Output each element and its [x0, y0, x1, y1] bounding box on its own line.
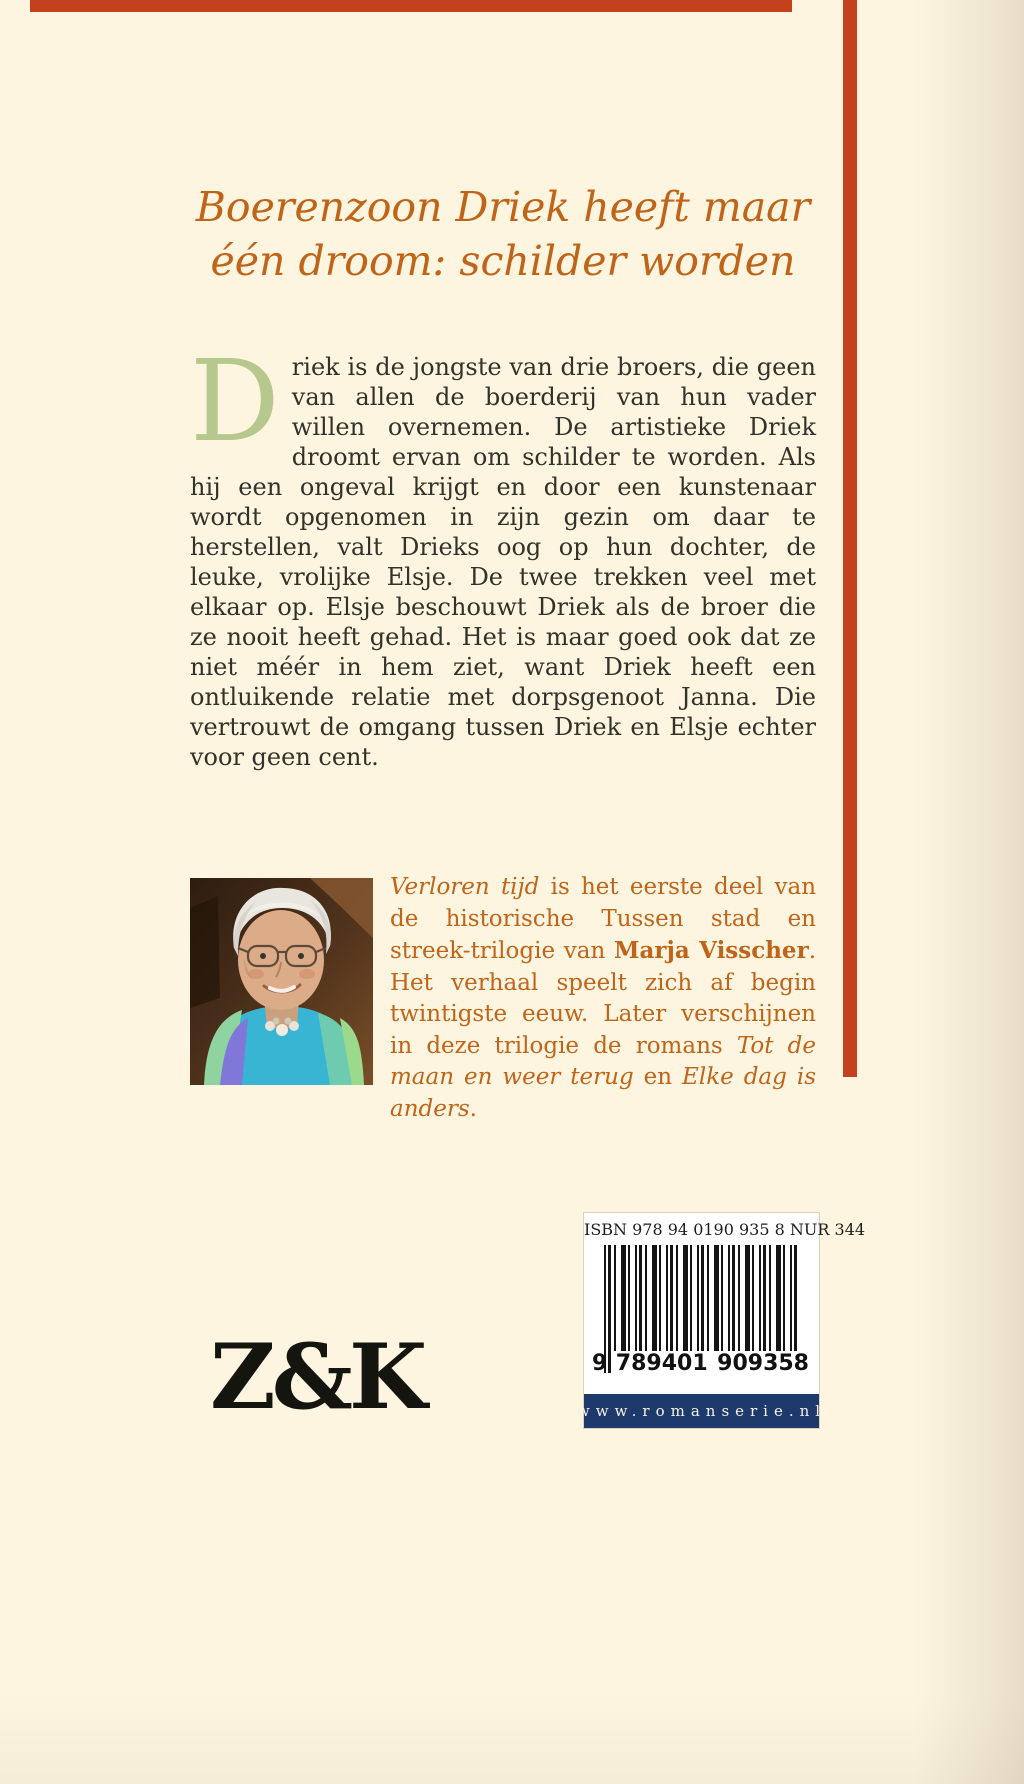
dropcap-letter: D [190, 337, 280, 467]
barcode-digit-group1: 789401 [613, 1351, 711, 1376]
website-url: www.romanserie.nl [576, 1402, 827, 1420]
isbn-number-line: ISBN 978 94 0190 935 8 NUR 344 [584, 1220, 866, 1239]
frame-strip-right [843, 0, 857, 1077]
page-edge-shading-right [914, 0, 1024, 1784]
website-bar [576, 1394, 827, 1428]
tagline [145, 180, 861, 288]
isbn-barcode-box [576, 1212, 866, 1429]
bio-text-4: . [469, 1095, 477, 1122]
bio-text-2: . Het verhaal speelt zich af begin twintigste eeuw. Later verschijnen in deze trilogie de romans [390, 938, 816, 1059]
synopsis-paragraph [190, 337, 816, 772]
barcode-digits [592, 1351, 812, 1376]
frame-strip-top [30, 0, 792, 12]
author-bio [390, 872, 816, 1125]
barcode-digit-group2: 909358 [714, 1351, 812, 1376]
author-portrait-illustration [190, 878, 373, 1085]
synopsis-text: riek is de jongste van drie broers, die geen van allen de boerderij van hun vader willen overnemen. De artistieke Driek droomt ervan om schilder te worden. Als hij een ongeval krijgt en door een kunstenaar wordt opgenomen in zijn gezin om daar te herstellen, valt Drieks oog op hun dochter, de leuke, vrolijke Elsje. De twee trekken veel met elkaar op. Elsje beschouwt Driek als de broer die ze nooit heeft gehad. Het is maar goed ook dat ze niet méér in hem ziet, want Driek heeft een ontluikende relatie met dorpsgenoot Janna. Die vertrouwt de omgang tussen Driek en Elsje echter voor geen cent. [190, 353, 816, 771]
publisher-logo-zk: Z&K [210, 1324, 424, 1430]
author-photo [190, 878, 373, 1085]
bio-author-name: Marja Visscher [614, 937, 809, 964]
tagline-line2: één droom: schilder worden [210, 237, 796, 286]
bio-book3-title: Elke dag is anders [390, 1064, 816, 1122]
barcode-digit-lead: 9 [592, 1351, 608, 1376]
bio-text-3: en [633, 1064, 683, 1090]
page-edge-shading-bottom [0, 1694, 1024, 1784]
bio-book2-title: Tot de maan en weer terug [390, 1032, 817, 1090]
bio-book1-title: Verloren tijd [390, 874, 540, 900]
tagline-line1: Boerenzoon Driek heeft maar [195, 183, 811, 231]
bio-text-1: is het eerste deel van de historische Tussen stad en streek-trilogie van [390, 874, 817, 964]
